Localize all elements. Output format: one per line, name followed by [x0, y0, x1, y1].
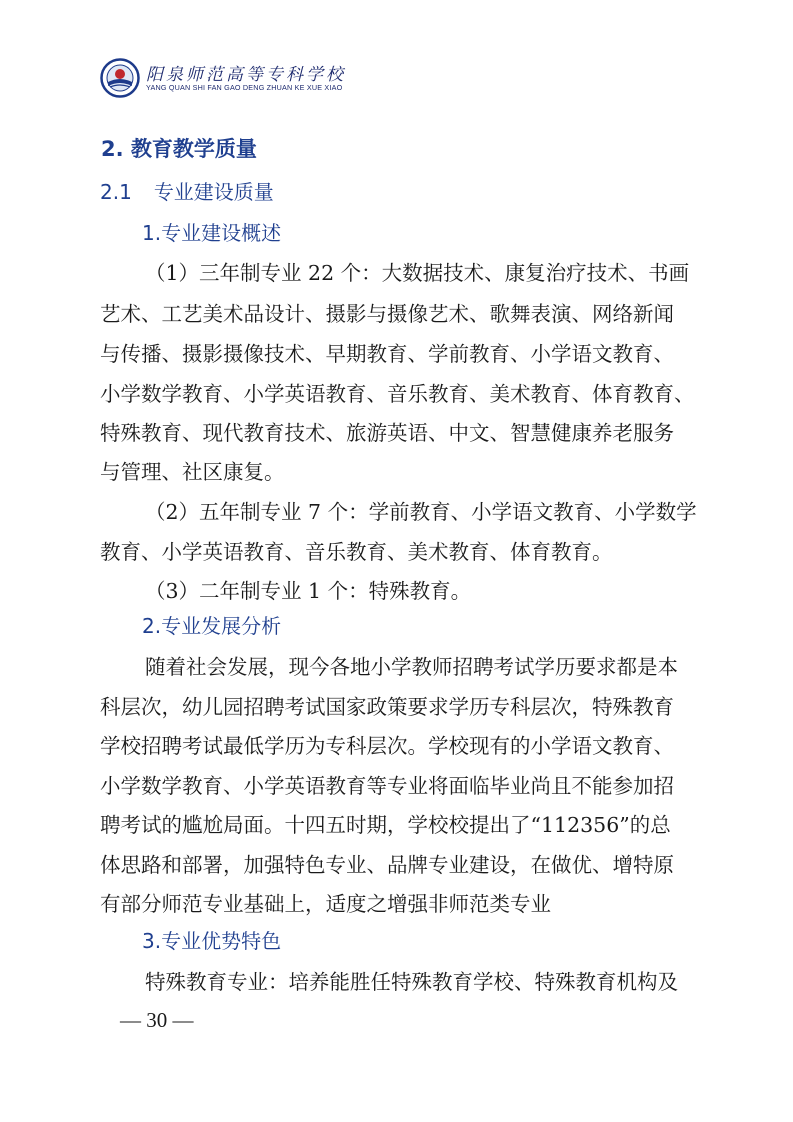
body-line: 随着社会发展，现今各地小学教师招聘考试学历要求都是本	[145, 655, 678, 679]
section-title: 2. 教育教学质量	[101, 137, 257, 161]
body-line: 体思路和部署，加强特色专业、品牌专业建设，在做优、增特原	[100, 853, 674, 877]
page-header	[100, 58, 360, 104]
body-line: 特殊教育专业：培养能胜任特殊教育学校、特殊教育机构及	[145, 970, 678, 994]
part-title: 3.专业优势特色	[142, 929, 282, 953]
body-line: 与传播、摄影摄像技术、早期教育、学前教育、小学语文教育、	[100, 342, 674, 366]
subsection-title: 专业建设质量	[153, 180, 274, 204]
body-line: 教育、小学英语教育、音乐教育、美术教育、体育教育。	[100, 540, 613, 564]
subsection-number: 2.1	[100, 180, 132, 204]
body-line: 科层次，幼儿园招聘考试国家政策要求学历专科层次，特殊教育	[100, 695, 674, 719]
body-line: 聘考试的尴尬局面。十四五时期，学校校提出了“112356”的总	[100, 813, 671, 837]
school-name: 阳泉师范高等专科学校	[146, 65, 346, 85]
body-line: 小学数学教育、小学英语教育等专业将面临毕业尚且不能参加招	[100, 774, 674, 798]
school-logo-icon	[100, 58, 140, 98]
body-line: 与管理、社区康复。	[100, 460, 285, 484]
body-line: 特殊教育、现代教育技术、旅游英语、中文、智慧健康养老服务	[100, 421, 674, 445]
part-title: 1.专业建设概述	[142, 221, 282, 245]
body-line: （3）二年制专业 1 个：特殊教育。	[145, 579, 472, 603]
body-line: （1）三年制专业 22 个：大数据技术、康复治疗技术、书画	[145, 261, 690, 285]
body-line: （2）五年制专业 7 个：学前教育、小学语文教育、小学数学	[145, 500, 697, 524]
body-line: 有部分师范专业基础上，适度之增强非师范类专业	[100, 892, 551, 916]
school-pinyin: YANG QUAN SHI FAN GAO DENG ZHUAN KE XUE XIAO	[146, 83, 343, 92]
page-number: — 30 —	[120, 1008, 194, 1032]
body-line: 学校招聘考试最低学历为专科层次。学校现有的小学语文教育、	[100, 734, 674, 758]
body-line: 小学数学教育、小学英语教育、音乐教育、美术教育、体育教育、	[100, 382, 695, 406]
subsection-heading	[100, 176, 274, 205]
body-line: 艺术、工艺美术品设计、摄影与摄像艺术、歌舞表演、网络新闻	[100, 302, 674, 326]
part-title: 2.专业发展分析	[142, 614, 282, 638]
